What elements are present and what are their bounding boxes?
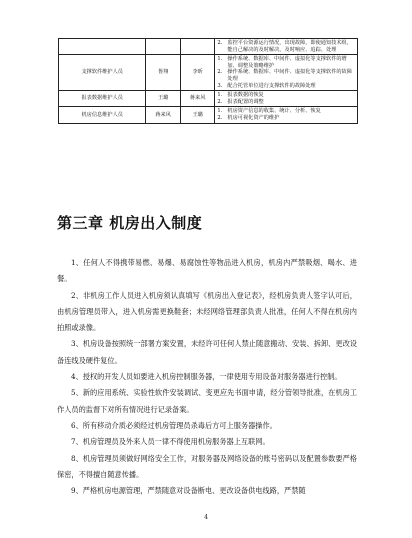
- task-item: [217, 83, 355, 90]
- table-row: [59, 91, 358, 107]
- task-text: 监控平台资源运行情况，出现故障，即使通知技术组，能自己解决的及时解决，及时响应、追踪、处理: [227, 40, 352, 53]
- task-item: [217, 56, 355, 69]
- paragraph: 9、严格机房电源管理，严禁随意对设备断电、更改设备供电线路，严禁随: [71, 486, 306, 496]
- task-item: [217, 115, 355, 122]
- chapter-title: 第三章 机房出入制度: [57, 214, 203, 232]
- backup-cell: 李昕: [180, 55, 215, 91]
- task-number: 2.: [217, 114, 223, 121]
- backup-cell: [180, 39, 215, 55]
- task-item: [217, 92, 355, 99]
- page-number: 4: [204, 514, 208, 521]
- task-number: 2.: [217, 40, 223, 46]
- paragraph: 1、任何人不得携带易燃、易爆、易腐蚀性等物品进入机房，机房内严禁吸烟、喝水、进餐。: [57, 258, 357, 284]
- primary-cell: [146, 39, 181, 55]
- paragraph: 4、授权的开发人员如要进入机房控制服务器，一律使用专用设备对服务器进行控制。: [71, 372, 342, 382]
- backup-cell: 王璐: [180, 107, 215, 123]
- tasks-cell: [215, 39, 358, 55]
- paragraph: 7、机房管理员及外来人员一律不得使用机房服务器上互联网。: [71, 437, 270, 447]
- task-text: 报表数据的恢复: [227, 92, 264, 99]
- tasks-cell: [215, 55, 358, 91]
- paragraph: 6、所有移动介质必须经过机房管理员杀毒后方可上服务器操作。: [71, 420, 277, 430]
- chapter-body: [57, 255, 357, 499]
- task-item: [217, 69, 355, 82]
- task-number: 3.: [217, 82, 223, 89]
- task-number: 1.: [217, 56, 223, 63]
- role-cell: [59, 39, 146, 55]
- table-row: [59, 39, 358, 55]
- paragraph: 2、非机房工作人员进入机房须认真填写《机房出入登记表》，经机房负责人签字认可后，由机房管理员带入，进入机房需更换鞋套；未经网络管理部负责人批准，任何人不得在机房内拍照或录像。: [57, 290, 357, 333]
- role-cell: 报表数据维护人员: [59, 91, 146, 107]
- paragraph: 3、机房设备按照统一部署方案安置，未经许可任何人禁止随意搬动、安装、拆卸、更改设备连线及硬件复位。: [57, 339, 357, 365]
- task-number: 2.: [217, 69, 223, 76]
- table-row: [59, 55, 358, 91]
- task-number: 1.: [217, 92, 223, 99]
- primary-cell: 王璐: [146, 91, 181, 107]
- backup-cell: 蒋来风: [180, 91, 215, 107]
- task-text: 机房资产信息的收集、统计、分析、恢复: [227, 108, 321, 115]
- tasks-cell: [215, 91, 358, 107]
- task-number: 1.: [217, 108, 223, 115]
- task-item: [217, 40, 355, 53]
- paragraph: 5、新的应用系统、实验性软件安装调试、变更应先书面申请，经分管领导批准，在机房工作人员的监督下对所有情况进行记录备案。: [57, 388, 357, 414]
- role-cell: 机房信息维护人员: [59, 107, 146, 123]
- primary-cell: 鲁翔: [146, 55, 181, 91]
- task-item: [217, 99, 355, 106]
- task-text: 操作系统、数据库、中间件、虚拟化等支撑软件的增加、调整及策略维护: [227, 56, 347, 69]
- task-item: [217, 108, 355, 115]
- paragraph: 8、机房管理员须做好网络安全工作，对服务器及网络设备的账号密码以及配置参数要严格保密，不得擅自随意传播。: [57, 453, 357, 479]
- duty-table: [58, 38, 358, 124]
- task-text: 配合托管单位进行支撑软件的故障处理: [227, 82, 316, 89]
- task-text: 操作系统、数据库、中间件、虚拟化等支撑软件的故障处理: [227, 69, 352, 82]
- primary-cell: 蒋来风: [146, 107, 181, 123]
- role-cell: 支撑软件维护人员: [59, 55, 146, 91]
- task-number: 2.: [217, 98, 223, 105]
- task-text: 机房可视化资产的维护: [227, 114, 280, 121]
- table-row: [59, 107, 358, 123]
- tasks-cell: [215, 107, 358, 123]
- task-text: 报表配置的调整: [227, 98, 264, 105]
